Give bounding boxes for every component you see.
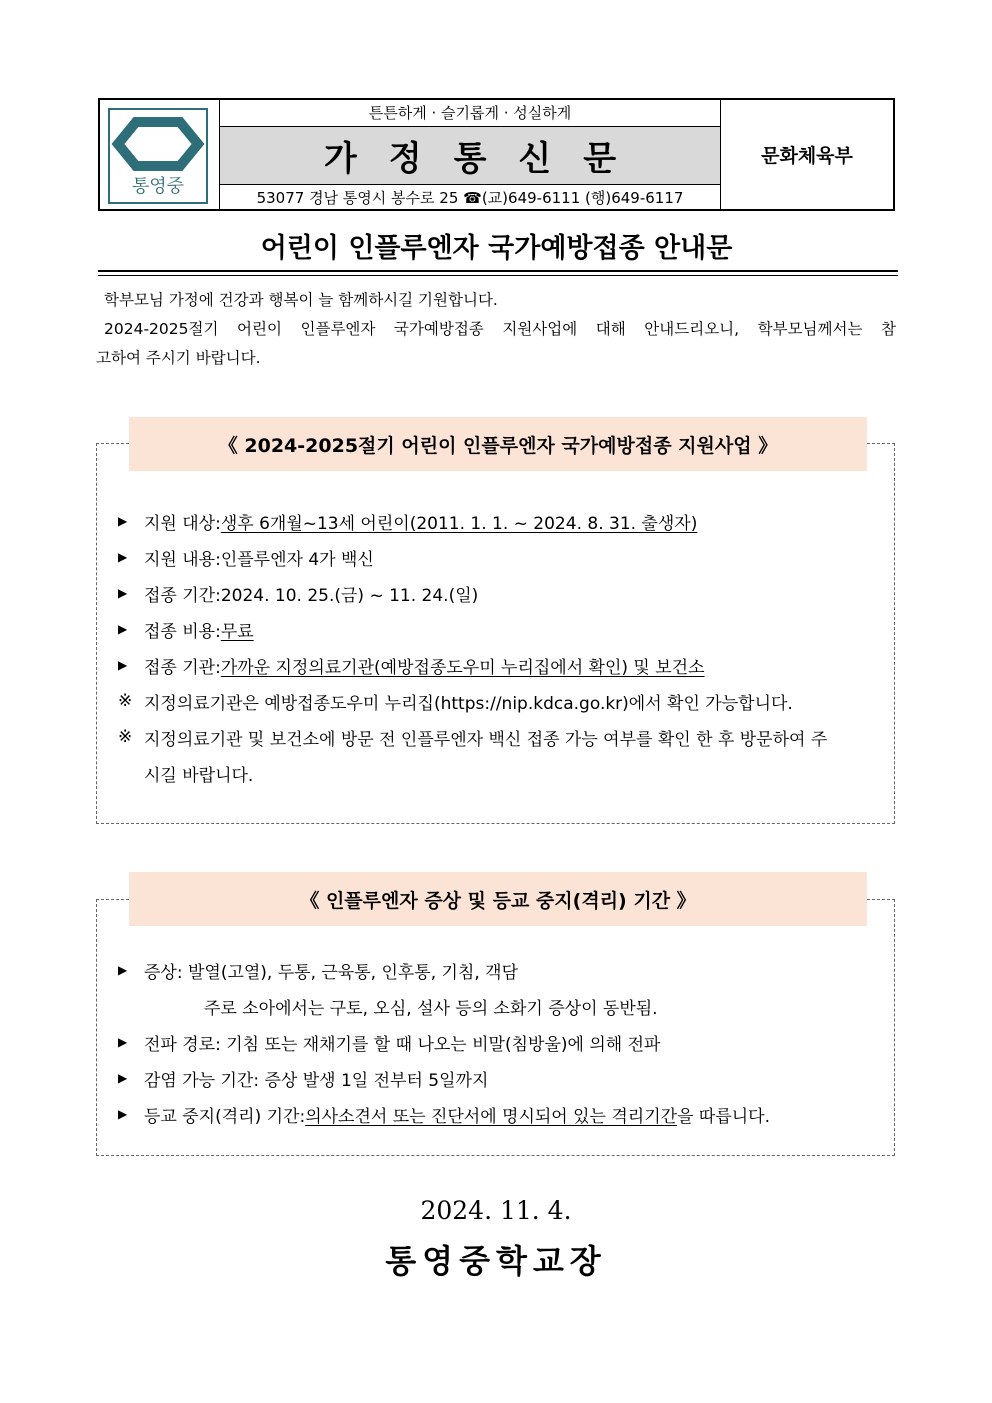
intro-line: 2024-2025절기 어린이 인플루엔자 국가예방접종 지원사업에 대해 안내드리오니, 학부모님께서는 참 xyxy=(104,320,896,338)
list-item xyxy=(118,539,878,575)
intro-line: 학부모님 가정에 건강과 행복이 늘 함께하시길 기원합니다. xyxy=(104,291,498,309)
list-item xyxy=(118,1024,878,1060)
note-item xyxy=(118,719,878,755)
item-value: 무료 xyxy=(220,621,254,642)
list-item xyxy=(118,1060,878,1096)
list-item xyxy=(118,575,878,611)
symptom-detail: 주로 소아에서는 구토, 오심, 설사 등의 소화기 증상이 동반됨. xyxy=(204,998,658,1019)
issue-date: 2024. 11. 4. xyxy=(420,1196,572,1225)
item-label: 등교 중지(격리) 기간: xyxy=(144,1106,306,1127)
item-tail: 을 따릅니다. xyxy=(677,1106,770,1127)
item-value: 가까운 지정의료기관(예방접종도우미 누리집에서 확인) 및 보건소 xyxy=(220,657,705,678)
item-text: 증상: 발열(고열), 두통, 근육통, 인후통, 기침, 객담 xyxy=(144,962,519,983)
title-divider xyxy=(98,270,898,272)
school-address: 53077 경남 통영시 봉수로 25 ☎(교)649-6111 (행)649-6117 xyxy=(256,188,684,207)
item-value: 인플루엔자 4가 백신 xyxy=(220,549,374,570)
list-item xyxy=(118,611,878,647)
list-item xyxy=(118,503,878,539)
list-item xyxy=(118,1096,878,1132)
bullet-icon: ▶ xyxy=(118,658,128,672)
note-text: 지정의료기관 및 보건소에 방문 전 인플루엔자 백신 접종 가능 여부를 확인 한 후 방문하여 주 xyxy=(144,729,828,750)
logo-text: 통영중 xyxy=(131,176,185,197)
item-label: 지원 대상: xyxy=(144,513,221,534)
list-item xyxy=(118,647,878,683)
newsletter-title: 가정통신문 xyxy=(220,127,720,185)
symptom-list xyxy=(118,952,878,1132)
bullet-icon: ▶ xyxy=(118,550,128,564)
bullet-icon: ▶ xyxy=(118,586,128,600)
bullet-icon: ▶ xyxy=(118,514,128,528)
school-logo-icon xyxy=(108,108,208,204)
header-center xyxy=(220,100,721,209)
item-value: 2024. 10. 25.(금) ~ 11. 24.(일) xyxy=(220,585,479,606)
support-program-heading: 《 2024-2025절기 어린이 인플루엔자 국가예방접종 지원사업 》 xyxy=(129,417,867,471)
intro-line: 고하여 주시기 바랍니다. xyxy=(96,349,261,367)
note-mark-icon: ※ xyxy=(118,691,133,711)
support-program-list xyxy=(118,503,878,791)
intro-text xyxy=(96,286,896,373)
list-item xyxy=(118,952,878,988)
item-label: 접종 기간: xyxy=(144,585,221,606)
title-divider-thin xyxy=(98,275,898,276)
note-continuation: 시길 바랍니다. xyxy=(144,765,254,786)
item-text: 감염 가능 기간: 증상 발생 1일 전부터 5일까지 xyxy=(144,1070,489,1091)
item-value: 의사소견서 또는 진단서에 명시되어 있는 격리기간 xyxy=(305,1106,678,1127)
bullet-icon: ▶ xyxy=(118,1071,128,1085)
note-text: 지정의료기관은 예방접종도우미 누리집(https://nip.kdca.go.kr)에서 확인 가능합니다. xyxy=(144,693,793,714)
item-label: 접종 비용: xyxy=(144,621,221,642)
bullet-icon: ▶ xyxy=(118,1035,128,1049)
page-title: 어린이 인플루엔자 국가예방접종 안내문 xyxy=(260,233,733,264)
school-logo-cell xyxy=(100,100,220,209)
signer: 통영중학교장 xyxy=(385,1242,607,1280)
item-text: 전파 경로: 기침 또는 재채기를 할 때 나오는 비말(침방울)에 의해 전파 xyxy=(144,1034,661,1055)
item-label: 접종 기관: xyxy=(144,657,221,678)
school-motto: 튼튼하게 · 슬기롭게 · 성실하게 xyxy=(220,100,720,127)
symptom-heading: 《 인플루엔자 증상 및 등교 중지(격리) 기간 》 xyxy=(129,872,867,926)
item-value: 생후 6개월~13세 어린이(2011. 1. 1. ~ 2024. 8. 31. 출생자) xyxy=(220,513,698,534)
note-item xyxy=(118,683,878,719)
bullet-icon: ▶ xyxy=(118,1107,128,1121)
department: 문화체육부 xyxy=(761,145,853,167)
note-mark-icon: ※ xyxy=(118,727,133,747)
letterhead xyxy=(98,98,895,211)
bullet-icon: ▶ xyxy=(118,963,128,977)
bullet-icon: ▶ xyxy=(118,622,128,636)
item-label: 지원 내용: xyxy=(144,549,221,570)
